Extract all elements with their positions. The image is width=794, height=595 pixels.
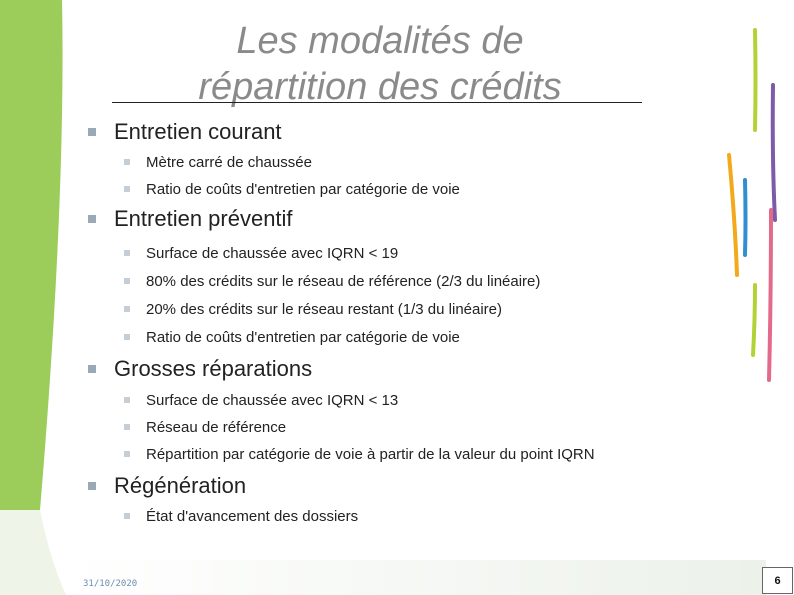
section-grosses-reparations: [88, 354, 728, 384]
list-item: [88, 324, 728, 351]
decorative-green-band: [0, 0, 66, 595]
page-number: 6: [762, 567, 793, 594]
list-item: [88, 414, 728, 441]
bullet-icon: [124, 306, 130, 312]
bullet-icon: [124, 278, 130, 284]
list-item: [88, 240, 728, 267]
bullet-icon: [88, 482, 96, 490]
footer-band: [66, 560, 766, 595]
list-item-text: Surface de chaussée avec IQRN < 13: [146, 392, 399, 409]
bullet-icon: [124, 159, 130, 165]
list-item-text: Ratio de coûts d'entretien par catégorie de voie: [146, 329, 460, 346]
list-item-text: Mètre carré de chaussée: [146, 154, 312, 171]
footer-date: 31/10/2020: [83, 579, 138, 589]
bullet-icon: [88, 365, 96, 373]
list-item: [88, 387, 728, 414]
list-item: [88, 503, 728, 530]
bullet-icon: [124, 424, 130, 430]
bullet-icon: [88, 215, 96, 223]
list-item: [88, 441, 728, 468]
bullet-icon: [124, 334, 130, 340]
title-line-1: Les modalités de: [236, 20, 524, 62]
list-item-text: Ratio de coûts d'entretien par catégorie de voie: [146, 181, 460, 198]
list-item: [88, 176, 728, 203]
bullet-icon: [124, 250, 130, 256]
list-item-text: 20% des crédits sur le réseau restant (1/3 du linéaire): [146, 301, 503, 318]
bullet-icon: [124, 451, 130, 457]
section-label: Régénération: [114, 473, 247, 498]
section-label: Entretien courant: [114, 119, 282, 144]
bullet-icon: [88, 128, 96, 136]
list-item-text: 80% des crédits sur le réseau de référence (2/3 du linéaire): [146, 273, 541, 290]
list-item: [88, 149, 728, 176]
section-label: Grosses réparations: [114, 356, 313, 381]
title-line-2: répartition des crédits: [198, 66, 562, 108]
section-regeneration: [88, 471, 728, 501]
bullet-icon: [124, 513, 130, 519]
bullet-icon: [124, 186, 130, 192]
list-item: [88, 268, 728, 295]
list-item: [88, 296, 728, 323]
bullet-icon: [124, 397, 130, 403]
section-entretien-preventif: [88, 204, 728, 234]
list-item-text: Surface de chaussée avec IQRN < 19: [146, 245, 399, 262]
section-label: Entretien préventif: [114, 206, 293, 231]
list-item-text: État d'avancement des dossiers: [146, 508, 359, 525]
title-underline: [112, 102, 642, 103]
list-item-text: Réseau de référence: [146, 419, 287, 436]
slide-content: [88, 117, 728, 530]
slide-title: [100, 18, 660, 110]
section-entretien-courant: [88, 117, 728, 147]
list-item-text: Répartition par catégorie de voie à partir de la valeur du point IQRN: [146, 446, 595, 463]
